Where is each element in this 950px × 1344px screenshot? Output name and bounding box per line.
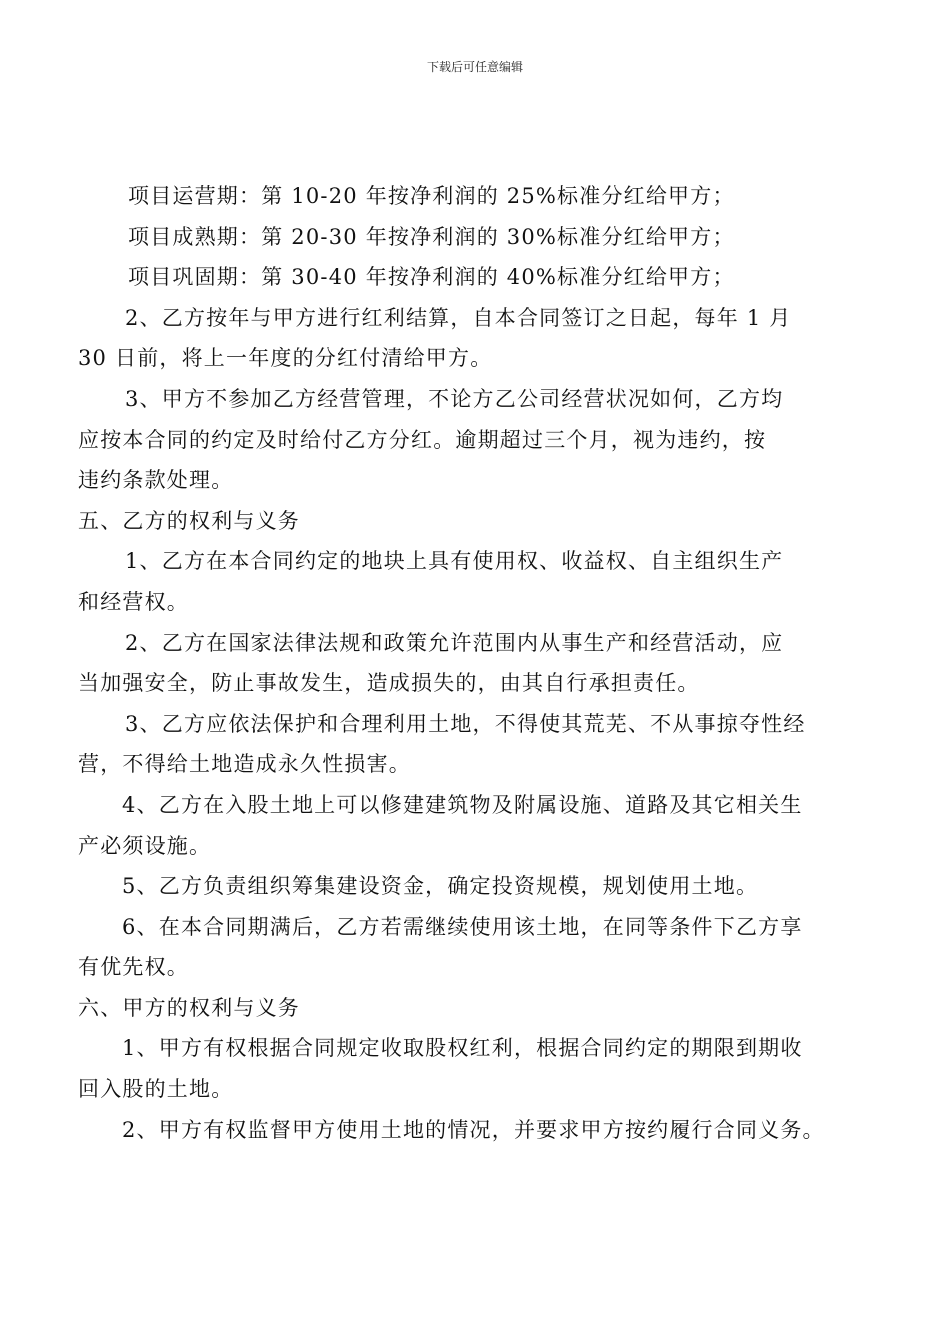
text-line: 30 日前，将上一年度的分红付清给甲方。 bbox=[78, 346, 493, 371]
text-line: 和经营权。 bbox=[78, 589, 189, 614]
text-line: 2、甲方有权监督甲方使用土地的情况，并要求甲方按约履行合同义务。 bbox=[122, 1117, 825, 1142]
text-line: 1、乙方在本合同约定的地块上具有使用权、收益权、自主组织生产 bbox=[125, 549, 784, 574]
text-line: 5、乙方负责组织筹集建设资金，确定投资规模，规划使用土地。 bbox=[122, 874, 759, 899]
text-line: 2、乙方按年与甲方进行红利结算，自本合同签订之日起，每年 1 月 bbox=[125, 305, 792, 330]
text-line: 当加强安全，防止事故发生，造成损失的，由其自行承担责任。 bbox=[78, 671, 700, 696]
document-body bbox=[78, 176, 884, 1150]
text-line: 3、乙方应依法保护和合理利用土地，不得使其荒芜、不从事掠夺性经 bbox=[125, 711, 806, 736]
text-line: 3、甲方不参加乙方经营管理，不论方乙公司经营状况如何，乙方均 bbox=[125, 386, 784, 411]
section-heading: 五、乙方的权利与义务 bbox=[78, 508, 300, 533]
text-line: 项目成熟期：第 20-30 年按净利润的 30%标准分红给甲方； bbox=[128, 224, 735, 249]
text-line: 回入股的土地。 bbox=[78, 1077, 234, 1102]
text-line: 项目运营期：第 10-20 年按净利润的 25%标准分红给甲方； bbox=[128, 184, 735, 208]
text-line: 4、乙方在入股土地上可以修建建筑物及附属设施、道路及其它相关生 bbox=[122, 792, 803, 817]
text-line: 应按本合同的约定及时给付乙方分红。逾期超过三个月，视为违约，按 bbox=[78, 427, 767, 452]
text-line: 6、在本合同期满后，乙方若需继续使用该土地，在同等条件下乙方享 bbox=[122, 914, 803, 939]
text-line: 2、乙方在国家法律法规和政策允许范围内从事生产和经营活动，应 bbox=[125, 630, 784, 655]
text-line: 1、甲方有权根据合同规定收取股权红利，根据合同约定的期限到期收 bbox=[122, 1036, 803, 1061]
page-header: 下载后可任意编辑 bbox=[426, 60, 523, 74]
text-line: 营，不得给土地造成永久性损害。 bbox=[78, 752, 411, 777]
text-line: 项目巩固期：第 30-40 年按净利润的 40%标准分红给甲方； bbox=[128, 265, 735, 290]
text-line: 违约条款处理。 bbox=[78, 468, 234, 493]
section-heading: 六、甲方的权利与义务 bbox=[78, 995, 300, 1020]
text-line: 有优先权。 bbox=[78, 955, 189, 980]
text-line: 产必须设施。 bbox=[78, 833, 212, 858]
